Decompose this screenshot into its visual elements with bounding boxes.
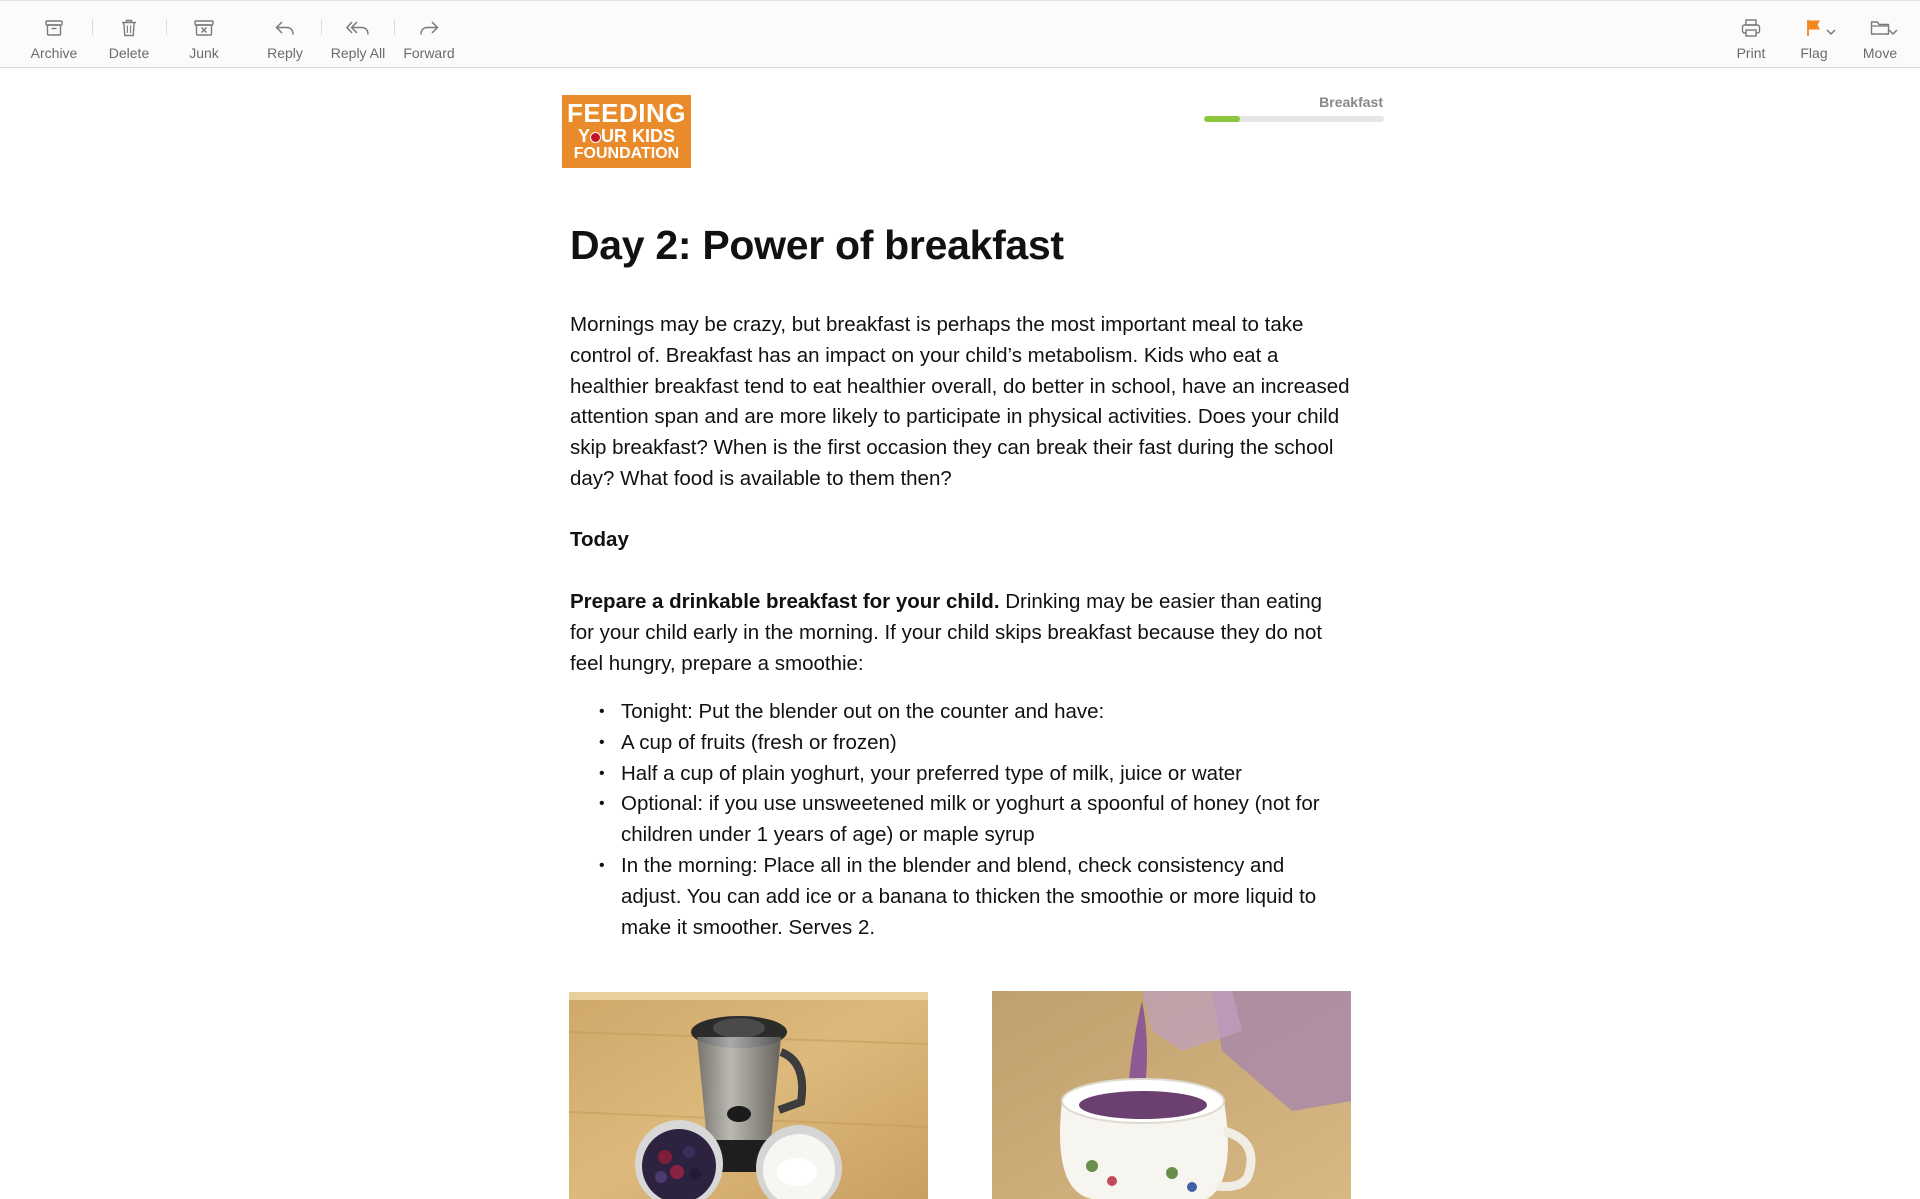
blender-ingredients-photo <box>569 992 928 1199</box>
print-button[interactable] <box>1732 11 1770 63</box>
junk-button[interactable] <box>182 11 226 63</box>
delete-label: Delete <box>108 45 150 61</box>
logo-line-1: FEEDING <box>566 98 687 128</box>
task-paragraph <box>570 587 1350 679</box>
archive-label: Archive <box>30 45 78 61</box>
flag-label: Flag <box>1800 45 1828 61</box>
progress-label: Breakfast <box>1319 94 1383 110</box>
pouring-smoothie-photo <box>992 991 1351 1199</box>
reply-all-icon <box>345 15 371 41</box>
forward-icon <box>416 15 442 41</box>
smoothie-instructions-list <box>570 697 1350 943</box>
forward-label: Forward <box>403 45 455 61</box>
toolbar-divider <box>321 19 322 35</box>
foundation-logo[interactable] <box>562 95 691 168</box>
reply-button[interactable] <box>262 11 308 63</box>
reply-icon <box>272 15 298 41</box>
progress-bar <box>1204 116 1384 122</box>
flag-icon <box>1801 15 1827 41</box>
logo-line-2-text: Y UR KIDS <box>577 126 676 146</box>
progress-fill <box>1204 116 1240 122</box>
forward-button[interactable] <box>400 11 458 63</box>
today-heading: Today <box>570 528 629 551</box>
archive-icon <box>41 15 67 41</box>
logo-line-3: FOUNDATION <box>573 145 680 162</box>
task-text: Drinking may be easier than eating for your child early in the morning. If your child skips breakfast because they do not feel hungry, prepare a smoothie: <box>570 590 1323 675</box>
intro-paragraph: Mornings may be crazy, but breakfast is perhaps the most important meal to take control of. Breakfast has an impact on your child’s metabolism. Kids who eat a healthier breakfast tend to eat healthier overall, do better in school, have an increased attention span and are more likely to participate in physical activities. Does your child skip breakfast? When is the first occasion they can break their fast during the school day? What food is available to them then? <box>570 313 1350 490</box>
move-menu-chevron-icon[interactable] <box>1888 23 1898 41</box>
junk-icon <box>191 15 217 41</box>
reply-all-label: Reply All <box>330 45 386 61</box>
move-label: Move <box>1862 45 1898 61</box>
logo-dot-icon <box>590 132 601 143</box>
reply-all-button[interactable] <box>326 11 390 63</box>
toolbar-divider <box>92 19 93 35</box>
reply-label: Reply <box>267 45 303 61</box>
list-item: • In the morning: Place all in the blender and blend, check consistency and adjust. You can add ice or a banana to thicken the smoothie or more liquid to make it smoother. Serves 2. <box>621 851 1350 943</box>
logo-line-2 <box>562 127 691 145</box>
email-title: Day 2: Power of breakfast <box>570 222 1064 268</box>
list-item: • A cup of fruits (fresh or frozen) <box>621 728 1350 759</box>
list-item: • Half a cup of plain yoghurt, your preferred type of milk, juice or water <box>621 759 1350 790</box>
print-label: Print <box>1736 45 1766 61</box>
printer-icon <box>1738 15 1764 41</box>
trash-icon <box>116 15 142 41</box>
flag-menu-chevron-icon[interactable] <box>1826 23 1836 41</box>
toolbar-divider <box>394 19 395 35</box>
junk-label: Junk <box>189 45 219 61</box>
toolbar-divider <box>166 19 167 35</box>
delete-button[interactable] <box>102 11 156 63</box>
archive-button[interactable] <box>24 11 84 63</box>
list-item: • Optional: if you use unsweetened milk or yoghurt a spoonful of honey (not for children under 1 years of age) or maple syrup <box>621 789 1350 851</box>
mail-toolbar <box>0 0 1920 68</box>
list-item: • Tonight: Put the blender out on the counter and have: <box>621 697 1350 728</box>
task-bold-text: Prepare a drinkable breakfast for your child. <box>570 590 1000 613</box>
